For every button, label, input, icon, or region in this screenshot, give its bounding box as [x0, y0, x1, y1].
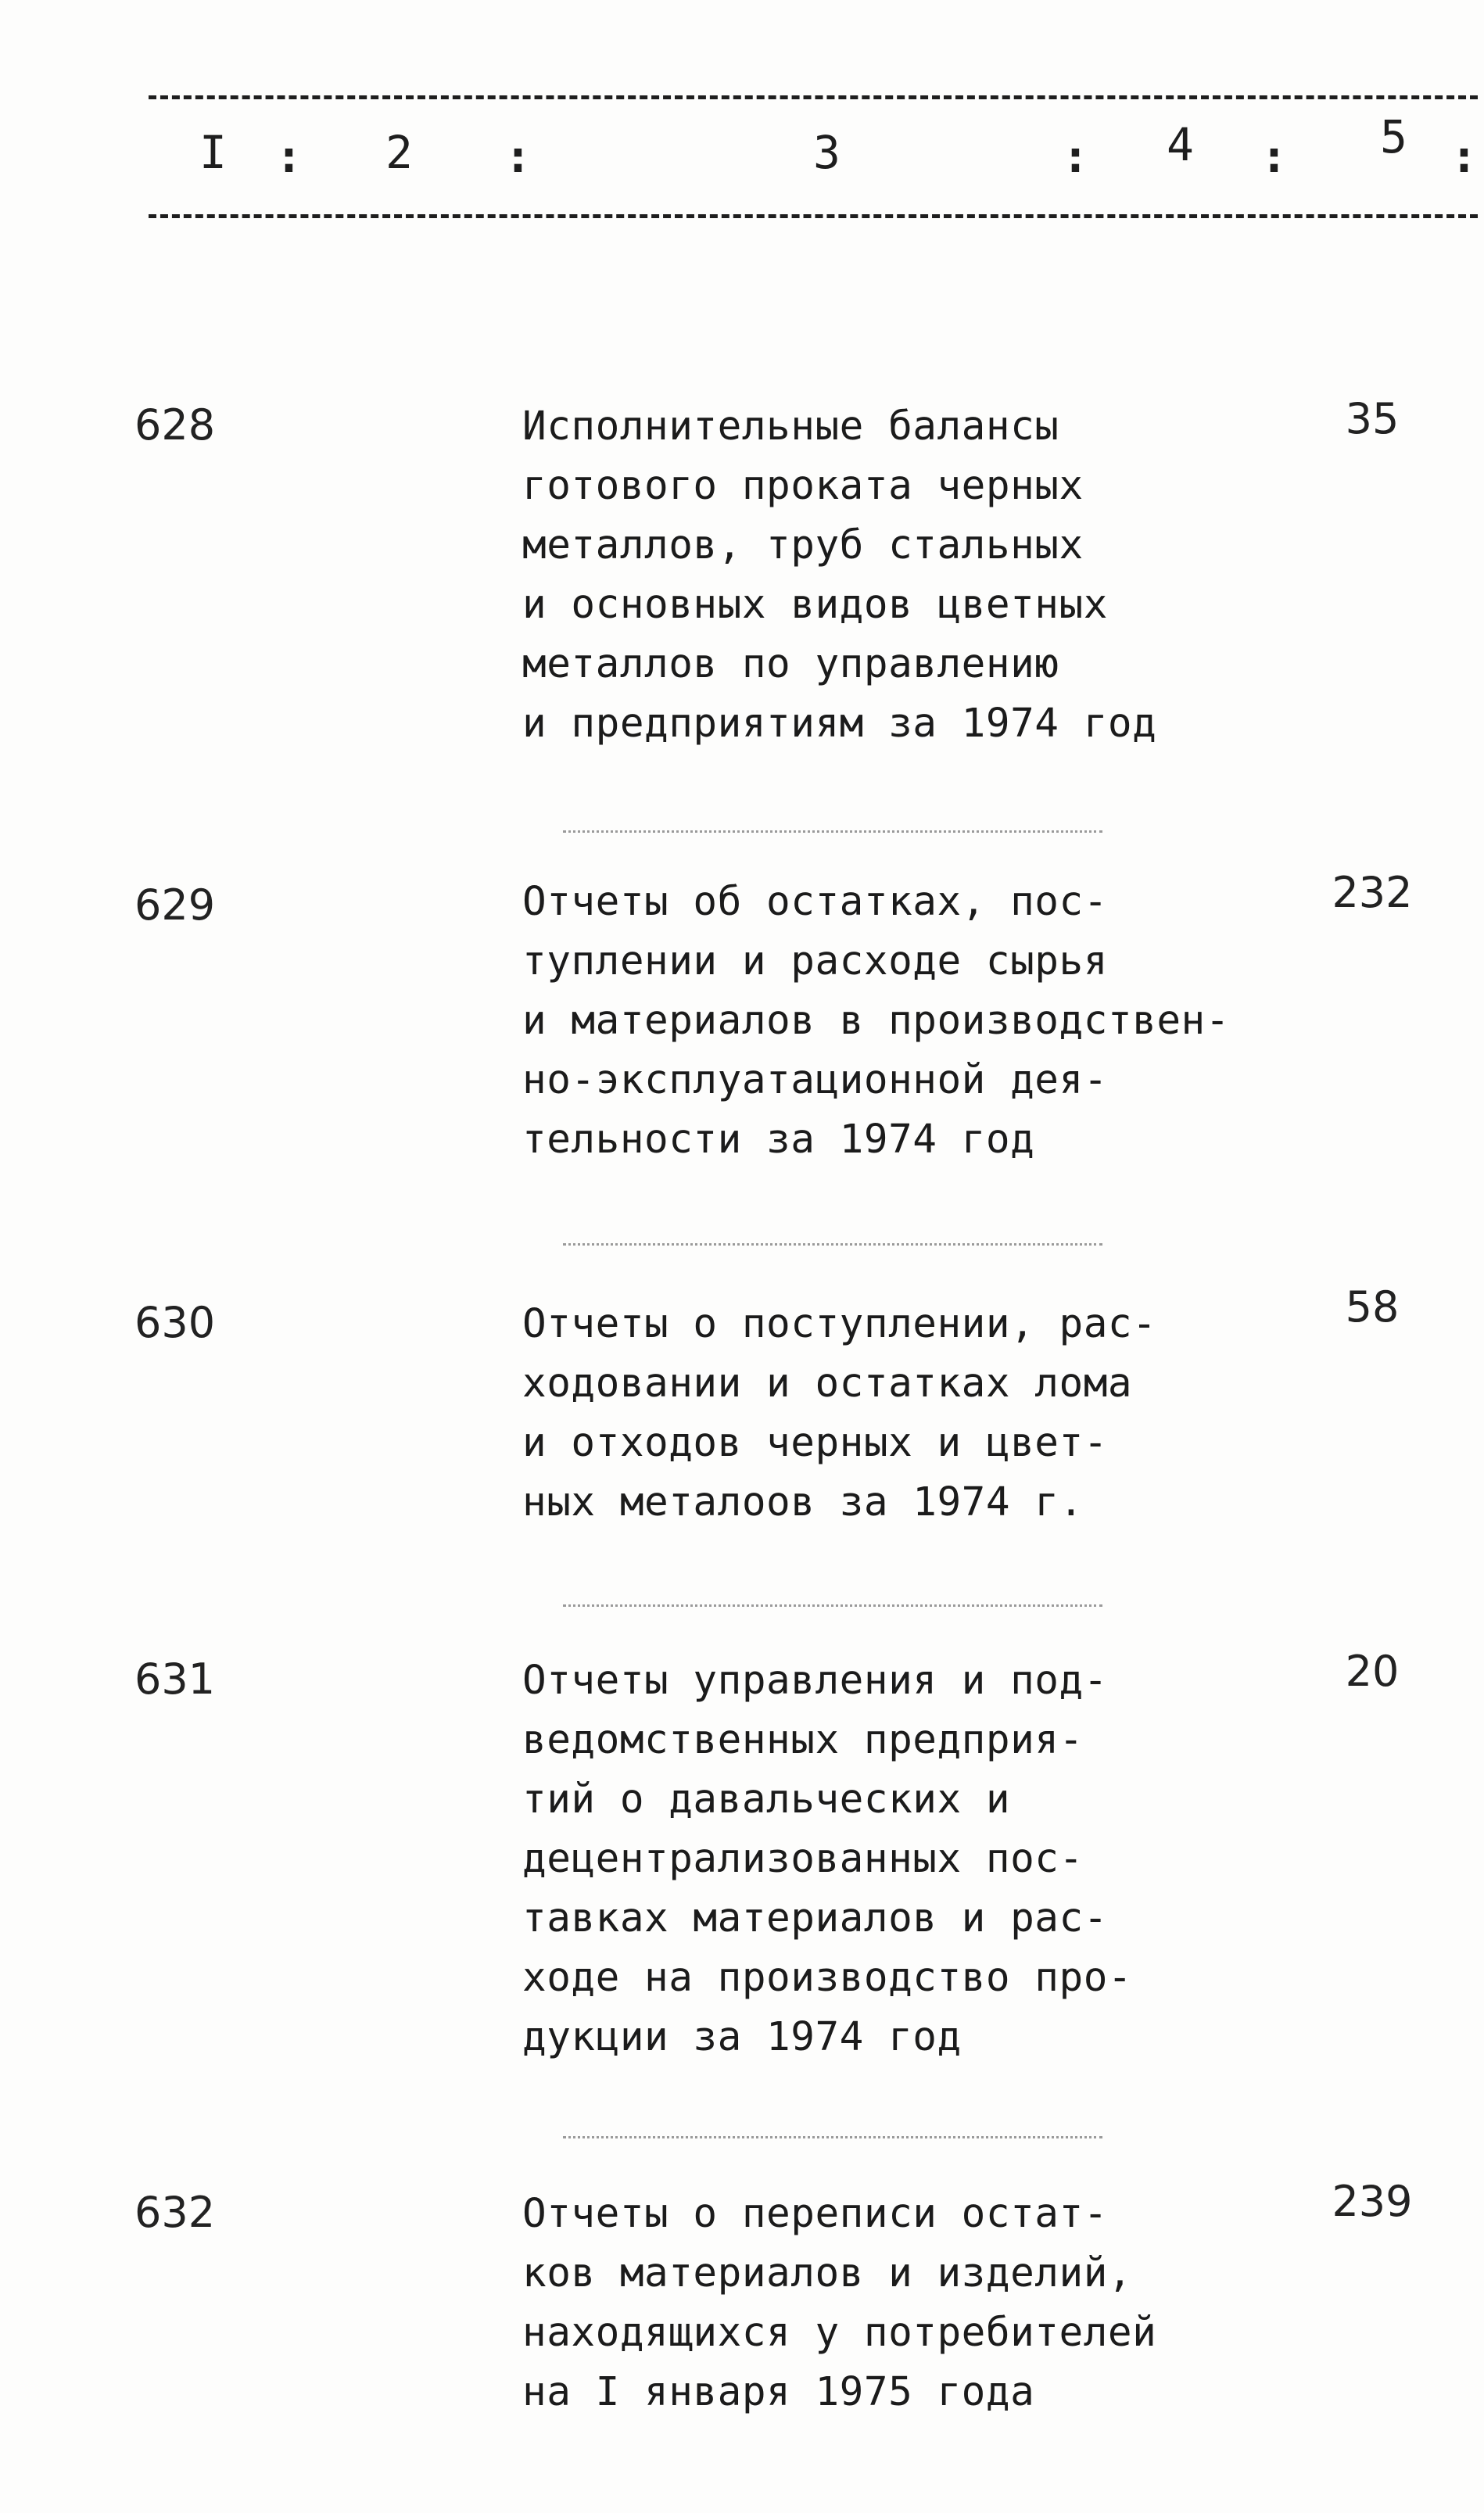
entry-description: Отчеты о переписи остат- ков материалов и изделий, находящихся у потребителей на I января 1975 года — [522, 2191, 1157, 2415]
column-header-3: 3 — [813, 126, 841, 179]
entry-divider — [563, 830, 1102, 833]
entry-number: 628 — [134, 400, 216, 450]
column-separator: : — [1260, 130, 1288, 183]
entry-sheet-count: 58 — [1345, 1282, 1400, 1332]
column-separator: : — [1062, 130, 1089, 183]
header-rule-bottom — [149, 214, 1478, 218]
column-header-4: 4 — [1167, 118, 1194, 171]
column-separator: : — [1450, 130, 1478, 183]
header-rule-top — [149, 95, 1478, 99]
entry-divider — [563, 1604, 1102, 1607]
entry-number: 629 — [134, 880, 216, 930]
entry-number: 632 — [134, 2188, 216, 2237]
entry-sheet-count: 35 — [1345, 394, 1400, 443]
entry-sheet-count: 239 — [1332, 2177, 1413, 2226]
entry-description: Отчеты управления и под- ведомственных предприя- тий о давальческих и децентрализованных пос- тавках материалов и рас- ходе на производство про- дукции за 1974 год — [522, 1658, 1133, 2060]
entry-sheet-count: 232 — [1332, 868, 1413, 917]
entry-divider — [563, 2136, 1102, 2138]
entry-divider — [563, 1243, 1102, 1246]
entry-number: 631 — [134, 1654, 216, 1704]
entry-description: Отчеты об остатках, пос- туплении и расходе сырья и материалов в производствен- но-эксплуатационной дея- тельности за 1974 год — [522, 879, 1230, 1163]
entry-number: 630 — [134, 1298, 216, 1347]
column-header-2: 2 — [385, 126, 413, 179]
entry-sheet-count: 20 — [1345, 1647, 1400, 1696]
column-header-5: 5 — [1380, 110, 1407, 163]
entry-description: Исполнительные балансы готового проката черных металлов, труб стальных и основных видов цветных металлов по управлению и предприятиям за 1974 год — [522, 403, 1157, 747]
entry-description: Отчеты о поступлении, рас- ходовании и остатках лома и отходов черных и цвет- ных металоов за 1974 г. — [522, 1301, 1157, 1525]
column-separator: : — [504, 130, 532, 183]
column-header-1: I — [199, 126, 227, 179]
column-separator: : — [275, 130, 303, 183]
